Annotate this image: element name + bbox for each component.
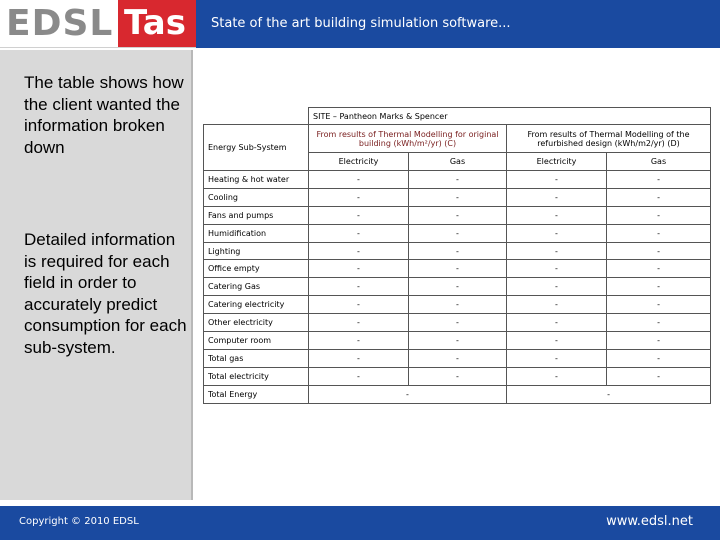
detail-paragraph: Detailed information is required for each field in order to accurately predict consumption for each sub-system. [24, 230, 187, 357]
row-value: - [507, 349, 607, 367]
row-value: - [507, 278, 607, 296]
subheader-electricity-original: Electricity [309, 153, 409, 171]
row-label: Catering Gas [204, 278, 309, 296]
row-value: - [507, 242, 607, 260]
table-row [204, 296, 711, 314]
row-value: - [309, 332, 409, 350]
row-label: Other electricity [204, 314, 309, 332]
left-text-panel [0, 50, 193, 500]
row-value: - [409, 224, 507, 242]
row-value: - [309, 188, 409, 206]
edsl-tas-logo [0, 0, 196, 48]
row-value: - [409, 206, 507, 224]
row-value: - [507, 332, 607, 350]
table-row [204, 171, 711, 189]
row-value: - [409, 296, 507, 314]
row-value: - [309, 278, 409, 296]
row-value: - [409, 367, 507, 385]
row-label: Humidification [204, 224, 309, 242]
table-row-total-energy [204, 385, 711, 403]
subheader-gas-original: Gas [409, 153, 507, 171]
row-value: - [507, 296, 607, 314]
row-value: - [309, 260, 409, 278]
row-value: - [309, 314, 409, 332]
subheader-electricity-refurbished: Electricity [507, 153, 607, 171]
group-header-original: From results of Thermal Modelling for original building (kWh/m²/yr) (C) [309, 125, 507, 153]
row-value: - [607, 242, 711, 260]
row-label: Fans and pumps [204, 206, 309, 224]
row-value: - [607, 278, 711, 296]
row-value: - [607, 260, 711, 278]
subheader-gas-refurbished: Gas [607, 153, 711, 171]
row-value: - [507, 314, 607, 332]
total-energy-original: - [309, 385, 507, 403]
table-row [204, 278, 711, 296]
footer-bar [0, 506, 720, 540]
row-value: - [607, 188, 711, 206]
row-value: - [507, 171, 607, 189]
row-value: - [309, 349, 409, 367]
row-value: - [607, 314, 711, 332]
row-value: - [607, 296, 711, 314]
row-value: - [309, 171, 409, 189]
row-value: - [409, 242, 507, 260]
row-value: - [507, 206, 607, 224]
row-header-label: Energy Sub-System [204, 125, 309, 171]
row-value: - [607, 367, 711, 385]
row-value: - [507, 260, 607, 278]
row-value: - [409, 171, 507, 189]
logo-edsl-text: EDSL [6, 3, 114, 44]
group-header-refurbished: From results of Thermal Modelling of the refurbished design (kWh/m2/yr) (D) [507, 125, 711, 153]
row-label: Cooling [204, 188, 309, 206]
row-label: Office empty [204, 260, 309, 278]
table-row [204, 224, 711, 242]
site-label: SITE – Pantheon Marks & Spencer [309, 108, 711, 125]
row-label: Total Energy [204, 385, 309, 403]
total-energy-refurbished: - [507, 385, 711, 403]
row-label: Total gas [204, 349, 309, 367]
row-value: - [607, 206, 711, 224]
row-value: - [309, 206, 409, 224]
table-row [204, 206, 711, 224]
row-value: - [309, 367, 409, 385]
website-link[interactable]: www.edsl.net [606, 514, 693, 529]
row-value: - [507, 367, 607, 385]
table-row [204, 242, 711, 260]
row-value: - [607, 349, 711, 367]
row-value: - [507, 224, 607, 242]
row-value: - [409, 188, 507, 206]
table-row [204, 260, 711, 278]
header-bar [0, 0, 720, 48]
row-label: Catering electricity [204, 296, 309, 314]
table-group-header-row [204, 125, 711, 153]
row-value: - [607, 171, 711, 189]
row-label: Computer room [204, 332, 309, 350]
logo-tas-text: Tas [124, 3, 186, 43]
row-value: - [409, 314, 507, 332]
logo-tas-block [118, 0, 196, 47]
table-row [204, 349, 711, 367]
row-label: Lighting [204, 242, 309, 260]
copyright-text: Copyright © 2010 EDSL [19, 516, 139, 527]
row-value: - [607, 332, 711, 350]
row-value: - [409, 260, 507, 278]
row-value: - [409, 278, 507, 296]
table-row [204, 332, 711, 350]
row-value: - [409, 349, 507, 367]
table-row [204, 188, 711, 206]
row-value: - [309, 296, 409, 314]
table-site-row [204, 108, 711, 125]
intro-paragraph: The table shows how the client wanted the information broken down [24, 73, 184, 157]
row-label: Heating & hot water [204, 171, 309, 189]
table-row [204, 367, 711, 385]
row-value: - [607, 224, 711, 242]
slide-title: State of the art building simulation software... [211, 16, 511, 31]
row-value: - [409, 332, 507, 350]
table-row [204, 314, 711, 332]
energy-breakdown-table [203, 107, 711, 404]
row-value: - [309, 242, 409, 260]
row-value: - [507, 188, 607, 206]
row-label: Total electricity [204, 367, 309, 385]
row-value: - [309, 224, 409, 242]
